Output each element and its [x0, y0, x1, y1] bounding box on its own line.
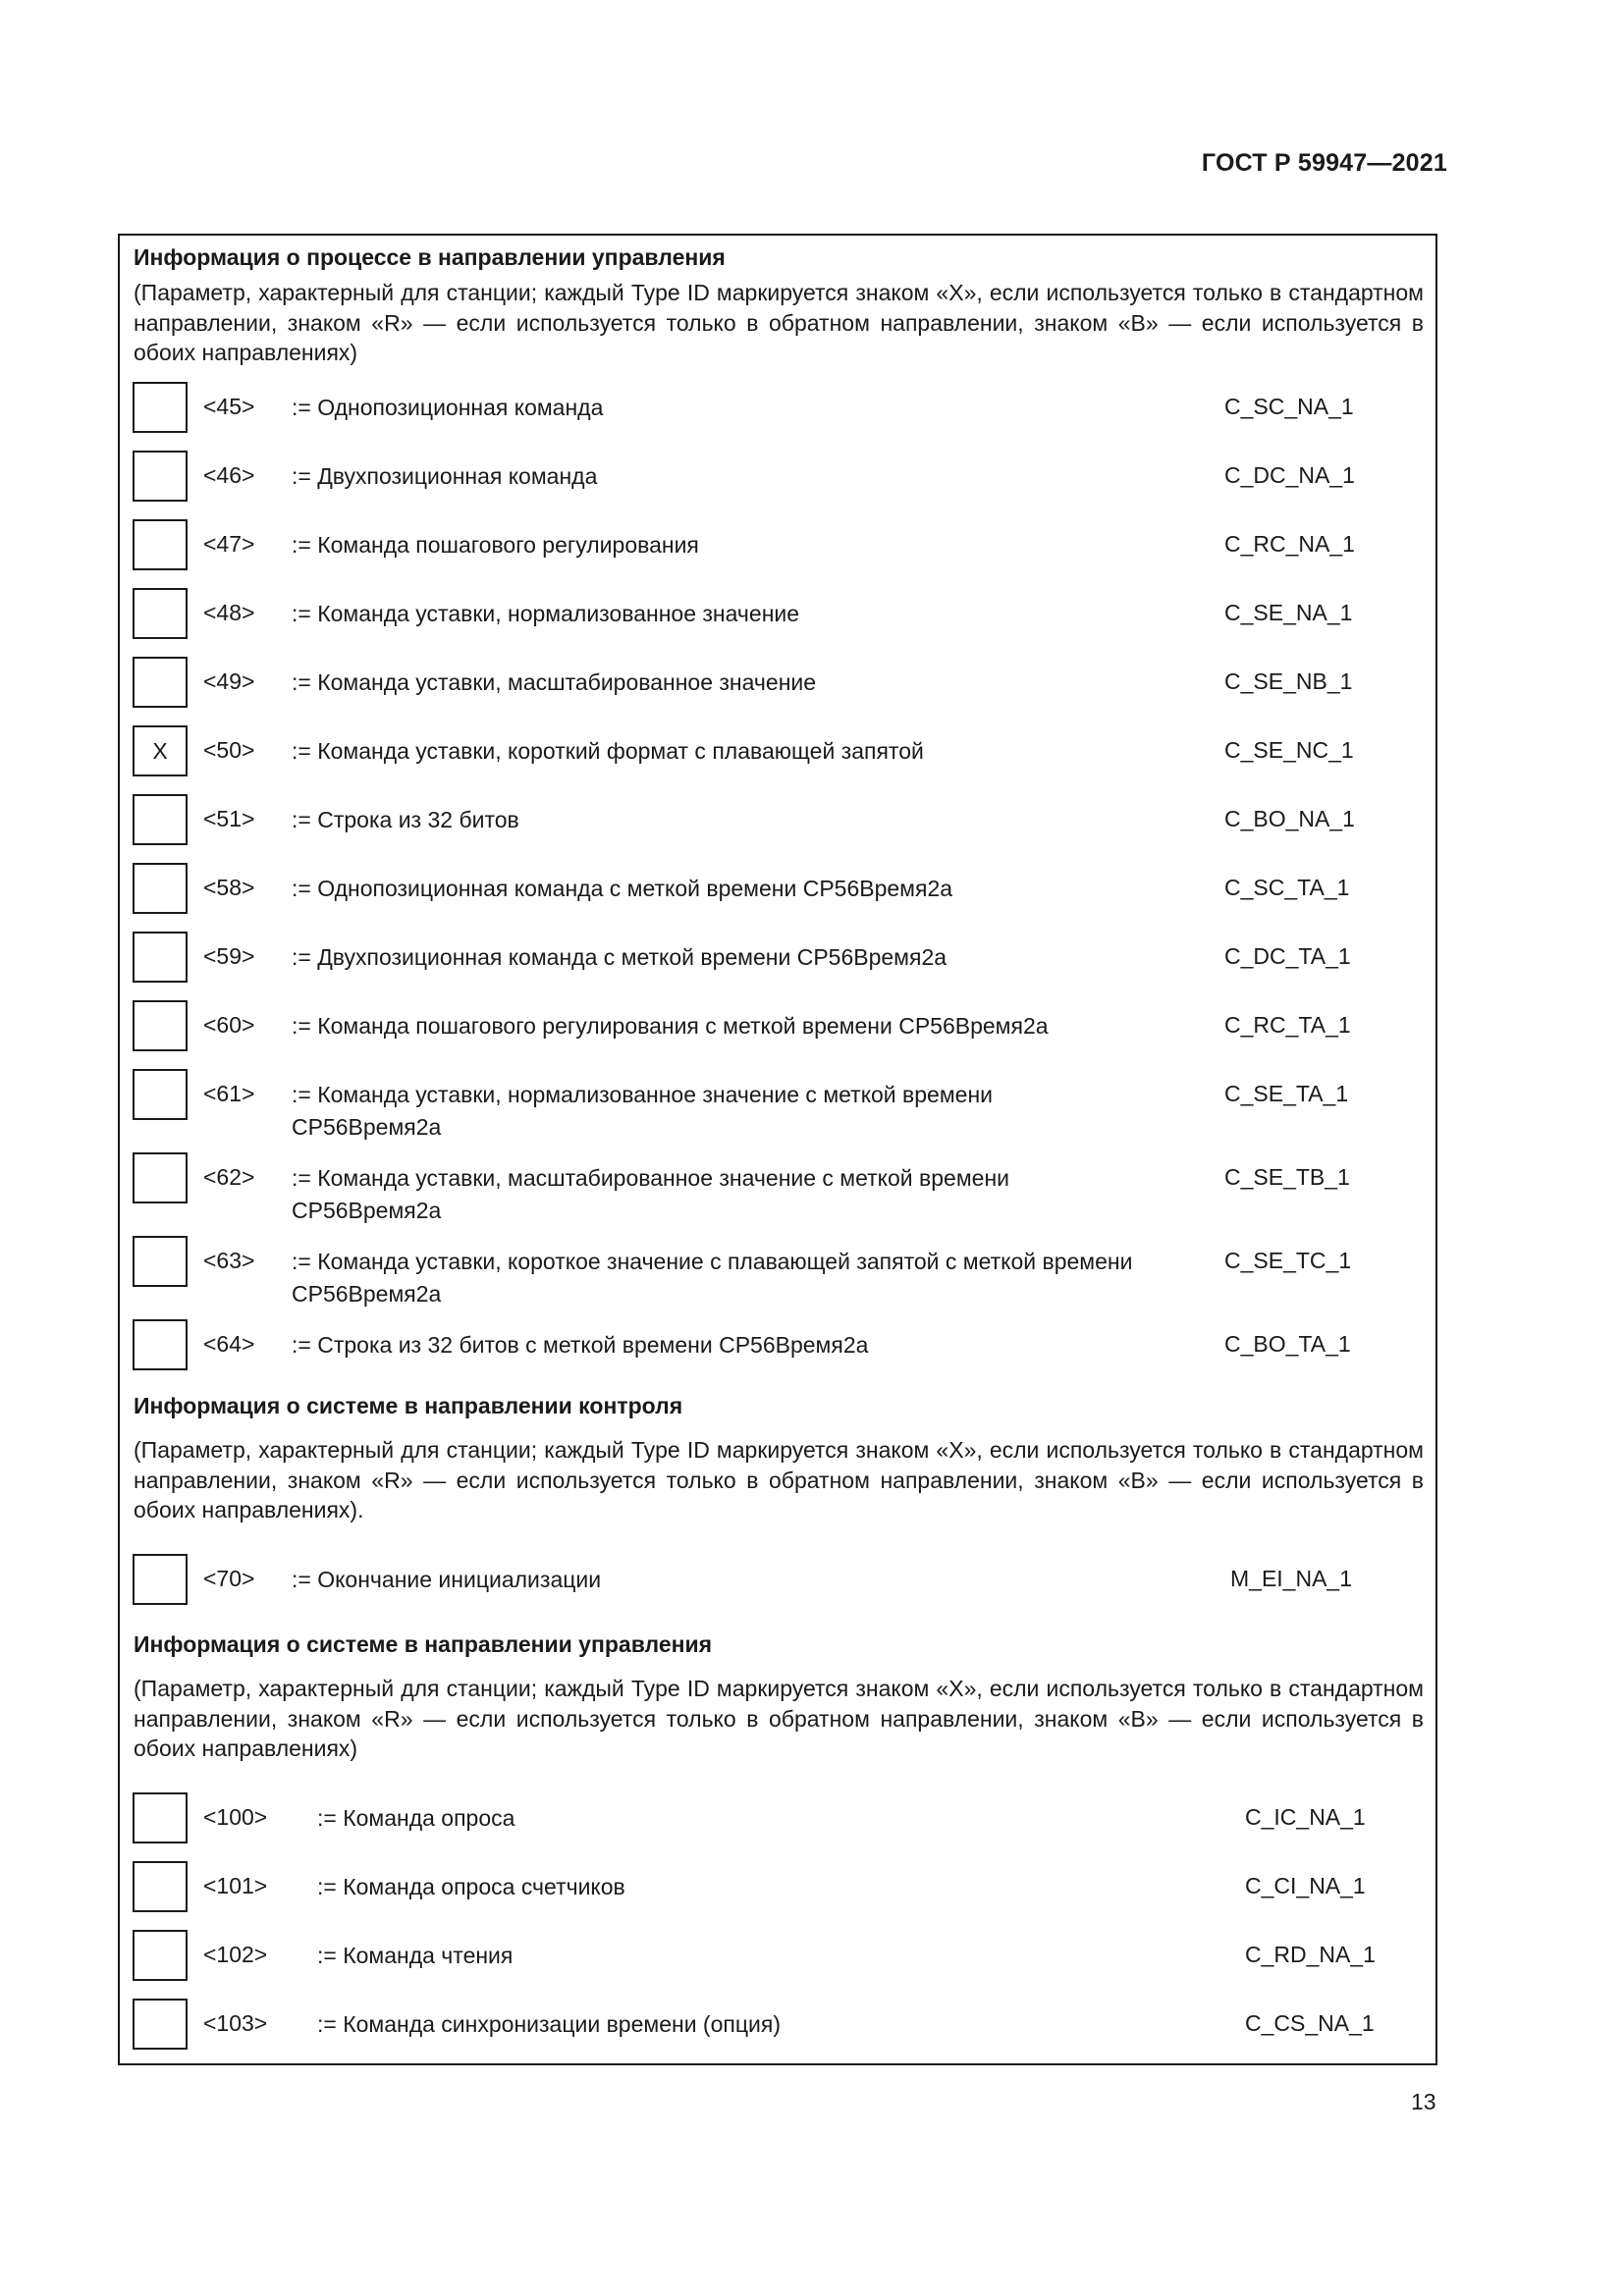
- type-row: [0, 725, 1624, 776]
- type-code: C_CI_NA_1: [1245, 1873, 1366, 1898]
- checkbox[interactable]: [133, 1152, 188, 1203]
- checkbox[interactable]: [133, 451, 188, 502]
- type-id: <47>: [203, 531, 255, 557]
- type-description: := Строка из 32 битов с меткой времени СР56Время2а: [292, 1332, 869, 1358]
- type-id: <50>: [203, 737, 255, 763]
- type-id: <45>: [203, 394, 255, 419]
- type-description: := Двухпозиционная команда с меткой времени СР56Время2а: [292, 944, 947, 970]
- type-code: C_RD_NA_1: [1245, 1942, 1376, 1967]
- type-description: := Команда опроса: [317, 1805, 515, 1831]
- checkbox[interactable]: X: [133, 725, 188, 776]
- type-id: <64>: [203, 1331, 255, 1357]
- type-description: := Строка из 32 битов: [292, 807, 519, 832]
- type-code: C_BO_NA_1: [1224, 806, 1355, 831]
- type-code: M_EI_NA_1: [1230, 1566, 1353, 1591]
- type-id: <102>: [203, 1942, 268, 1967]
- type-id: <58>: [203, 875, 255, 900]
- section-description: (Параметр, характерный для станции; каждый Type ID маркируется знаком «X», если используется только в стандартном направлении, знаком «R» — если используется только в обратном направлении, знаком «B» — если используется в обоих направлениях).: [134, 1437, 1424, 1522]
- section-description: (Параметр, характерный для станции; каждый Type ID маркируется знаком «X», если используется только в стандартном направлении, знаком «R» — если используется только в обратном направлении, знаком «B» — если используется в обоих направлениях): [134, 1676, 1424, 1761]
- checkbox[interactable]: [133, 1069, 188, 1120]
- type-id: <61>: [203, 1081, 255, 1106]
- type-code: C_DC_NA_1: [1224, 462, 1355, 488]
- checkbox[interactable]: [133, 932, 188, 983]
- checkbox[interactable]: [133, 1000, 188, 1051]
- checkbox[interactable]: [133, 1930, 188, 1981]
- type-code: C_RC_TA_1: [1224, 1012, 1351, 1038]
- content-frame: [118, 234, 1437, 2065]
- type-id: <62>: [203, 1164, 255, 1190]
- type-row: [0, 1319, 1624, 1370]
- type-id: <59>: [203, 943, 255, 969]
- section-title: Информация о системе в направлении управления: [134, 1631, 713, 1657]
- type-description: := Команда уставки, короткое значение с плавающей запятой с меткой времени СР56Время2а: [292, 1249, 1133, 1307]
- type-description: := Команда уставки, масштабированное значение: [292, 669, 817, 695]
- type-code: C_BO_TA_1: [1224, 1331, 1351, 1357]
- type-code: C_SE_TA_1: [1224, 1081, 1349, 1106]
- checkbox[interactable]: [133, 1861, 188, 1912]
- type-description: := Команда опроса счетчиков: [317, 1874, 625, 1899]
- checkbox[interactable]: [133, 657, 188, 708]
- type-row: [0, 794, 1624, 845]
- type-id: <103>: [203, 2010, 268, 2036]
- type-description: := Однопозиционная команда: [292, 395, 604, 420]
- type-row: [0, 1236, 1624, 1307]
- checkbox[interactable]: [133, 794, 188, 845]
- type-code: C_SE_TB_1: [1224, 1164, 1350, 1190]
- checkbox[interactable]: [133, 1999, 188, 2050]
- checkbox[interactable]: [133, 863, 188, 914]
- document-header: ГОСТ Р 59947—2021: [1201, 149, 1447, 177]
- type-id: <51>: [203, 806, 255, 831]
- type-row: [0, 1000, 1624, 1051]
- type-description: := Команда уставки, нормализованное значение с меткой времени СР56Время2а: [292, 1082, 993, 1140]
- type-id: <100>: [203, 1804, 268, 1830]
- type-row: [0, 451, 1624, 502]
- type-row: [0, 932, 1624, 983]
- page-number: 13: [1411, 2089, 1436, 2114]
- checkbox[interactable]: [133, 1236, 188, 1287]
- type-code: C_SE_NB_1: [1224, 668, 1353, 694]
- type-id: <101>: [203, 1873, 268, 1898]
- type-description: := Двухпозиционная команда: [292, 463, 598, 489]
- type-description: := Команда уставки, масштабированное значение с меткой времени СР56Время2а: [292, 1165, 1009, 1223]
- type-code: C_SE_TC_1: [1224, 1248, 1352, 1273]
- section-description: (Параметр, характерный для станции; каждый Type ID маркируется знаком «X», если используется только в стандартном направлении, знаком «R» — если используется только в обратном направлении, знаком «B» — если используется в обоих направлениях): [134, 280, 1424, 365]
- type-description: := Команда синхронизации времени (опция): [317, 2011, 781, 2037]
- type-id: <60>: [203, 1012, 255, 1038]
- type-description: := Команда чтения: [317, 1943, 514, 1968]
- checkbox[interactable]: [133, 382, 188, 433]
- type-row: [0, 863, 1624, 914]
- type-code: C_SE_NC_1: [1224, 737, 1354, 763]
- section-title: Информация о процессе в направлении управления: [134, 244, 726, 270]
- checkbox[interactable]: [133, 1792, 188, 1843]
- checkbox[interactable]: [133, 1554, 188, 1605]
- type-row: [0, 1554, 1624, 1605]
- type-row: [0, 1792, 1624, 1843]
- type-id: <49>: [203, 668, 255, 694]
- type-id: <70>: [203, 1566, 255, 1591]
- checkbox[interactable]: [133, 588, 188, 639]
- type-description: := Однопозиционная команда с меткой времени СР56Время2а: [292, 876, 953, 901]
- type-code: C_CS_NA_1: [1245, 2010, 1375, 2036]
- checkbox[interactable]: [133, 1319, 188, 1370]
- type-row: [0, 519, 1624, 570]
- type-row: [0, 1930, 1624, 1981]
- type-row: [0, 1861, 1624, 1912]
- type-description: := Команда пошагового регулирования: [292, 532, 699, 558]
- section-title: Информация о системе в направлении контроля: [134, 1393, 683, 1418]
- type-row: [0, 1999, 1624, 2050]
- type-code: C_DC_TA_1: [1224, 943, 1351, 969]
- type-id: <48>: [203, 600, 255, 625]
- type-code: C_SC_TA_1: [1224, 875, 1350, 900]
- type-description: := Команда уставки, нормализованное значение: [292, 601, 800, 626]
- type-code: C_RC_NA_1: [1224, 531, 1355, 557]
- type-id: <63>: [203, 1248, 255, 1273]
- type-code: C_SE_NA_1: [1224, 600, 1353, 625]
- type-row: [0, 1069, 1624, 1140]
- type-code: C_IC_NA_1: [1245, 1804, 1366, 1830]
- checkbox[interactable]: [133, 519, 188, 570]
- type-id: <46>: [203, 462, 255, 488]
- type-row: [0, 657, 1624, 708]
- type-row: [0, 382, 1624, 433]
- type-code: C_SC_NA_1: [1224, 394, 1354, 419]
- type-row: [0, 1152, 1624, 1223]
- type-description: := Окончание инициализации: [292, 1567, 602, 1592]
- type-row: [0, 588, 1624, 639]
- type-description: := Команда пошагового регулирования с меткой времени СР56Время2а: [292, 1013, 1049, 1039]
- type-description: := Команда уставки, короткий формат с плавающей запятой: [292, 738, 924, 764]
